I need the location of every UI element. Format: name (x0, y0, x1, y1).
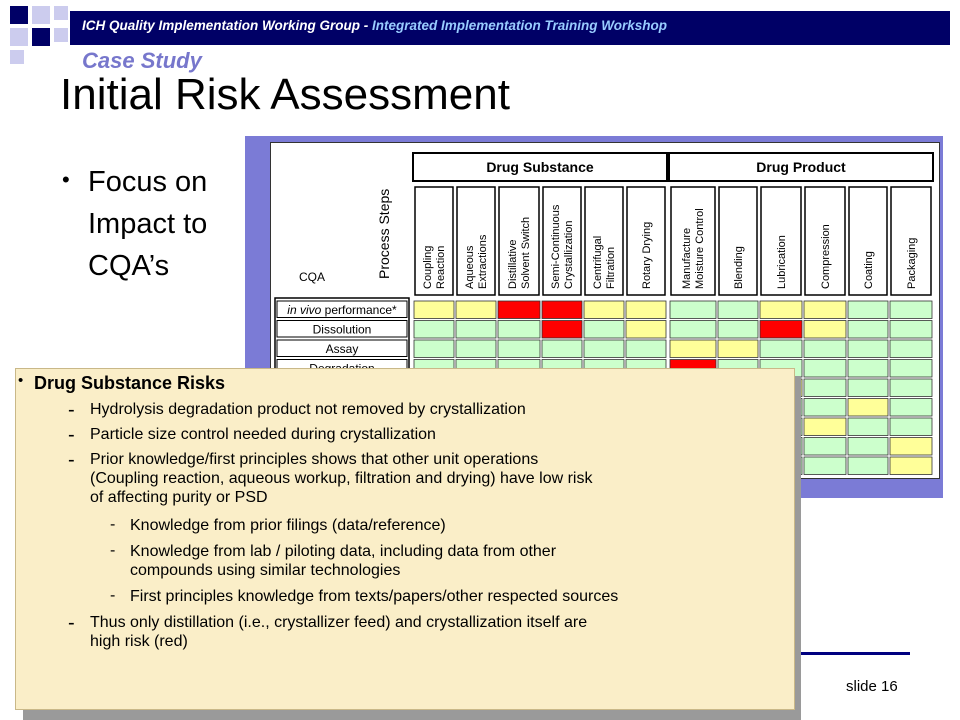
risk-callout (15, 368, 795, 710)
slide-subtitle: Case Study (82, 48, 202, 73)
risk-cell (626, 301, 666, 319)
slide-number: slide 16 (846, 678, 898, 695)
step-header-label (863, 251, 875, 289)
risk-cell (804, 321, 846, 339)
risk-cell (890, 438, 932, 456)
step-header-line: Coating (863, 251, 875, 289)
risk-cell (804, 360, 846, 378)
step-header-label (906, 238, 918, 289)
focus-line: CQA’s (88, 250, 170, 282)
risk-cell (848, 457, 888, 475)
slide-title: Initial Risk Assessment (60, 70, 510, 119)
risk-cell (804, 379, 846, 397)
risk-cell (626, 340, 666, 358)
step-header-line: Distillative (507, 239, 519, 289)
risk-cell (584, 321, 624, 339)
step-header-box (671, 187, 715, 295)
risk-cell (718, 321, 758, 339)
callout-item-cont: high risk (red) (90, 633, 188, 650)
step-header-label (733, 246, 745, 289)
step-header-box (543, 187, 581, 295)
step-header-line: Moisture Control (694, 208, 706, 289)
risk-cell (456, 301, 496, 319)
step-header-label (641, 222, 653, 289)
risk-cell (890, 340, 932, 358)
step-header-box (499, 187, 539, 295)
cqa-label: CQA (299, 270, 326, 284)
risk-cell (414, 301, 454, 319)
step-header-label (820, 224, 832, 289)
step-header-line: Filtration (605, 246, 617, 289)
risk-cell (848, 418, 888, 436)
risk-cell (890, 301, 932, 319)
risk-cell (542, 340, 582, 358)
risk-cell (498, 321, 540, 339)
risk-cell (760, 301, 802, 319)
step-header-line: Centrifugal (592, 235, 604, 289)
risk-cell (626, 321, 666, 339)
callout-item-cont: of affecting purity or PSD (90, 489, 268, 506)
step-header-line: Aqueous (464, 245, 476, 289)
risk-cell (542, 321, 582, 339)
step-header-line: Semi-Continuous (550, 204, 562, 289)
risk-cell (848, 301, 888, 319)
step-header-line: Extractions (477, 234, 489, 289)
risk-cell (760, 321, 802, 339)
step-header-line: Reaction (435, 245, 447, 289)
risk-cell (670, 301, 716, 319)
risk-cell (804, 418, 846, 436)
step-header-line: Coupling (422, 245, 434, 289)
risk-cell (584, 340, 624, 358)
header-title-accent: Integrated Implementation Training Workshop (372, 18, 668, 33)
risk-cell (498, 340, 540, 358)
risk-cell (890, 418, 932, 436)
risk-cell (890, 399, 932, 417)
risk-cell (848, 340, 888, 358)
risk-cell (414, 321, 454, 339)
step-header-box (415, 187, 453, 295)
callout-item: - Prior knowledge/first principles shows that other unit operations (68, 449, 539, 471)
group-header: Drug Product (756, 159, 846, 175)
risk-cell (414, 340, 454, 358)
step-header-line: Packaging (906, 237, 918, 289)
risk-cell (848, 360, 888, 378)
callout-item: - Particle size control needed during crystallization (68, 424, 436, 446)
risk-cell (456, 340, 496, 358)
callout-subitem: - Knowledge from lab / piloting data, including data from other (110, 542, 557, 560)
callout-subitem-cont: compounds using similar technologies (130, 562, 401, 579)
risk-cell (848, 379, 888, 397)
callout-item: - Hydrolysis degradation product not removed by crystallization (68, 399, 526, 421)
focus-line: Focus on (88, 166, 208, 198)
risk-cell (670, 321, 716, 339)
callout-item-cont: (Coupling reaction, aqueous workup, filtration and drying) have low risk (90, 470, 593, 487)
cqa-row-label: Assay (325, 342, 359, 356)
risk-cell (670, 340, 716, 358)
callout-subitem: - First principles knowledge from texts/papers/other respected sources (110, 587, 619, 605)
step-header-line: Manufacture (681, 227, 693, 289)
footer-rule (790, 652, 910, 655)
risk-cell (456, 321, 496, 339)
step-header-label (776, 235, 788, 289)
risk-cell (804, 438, 846, 456)
risk-cell (804, 399, 846, 417)
cqa-row-label: Dissolution (312, 322, 372, 337)
step-header-box (457, 187, 495, 295)
step-header-line: Crystallization (563, 220, 575, 289)
risk-cell (760, 340, 802, 358)
risk-cell (848, 438, 888, 456)
focus-line: Impact to (88, 208, 208, 240)
step-header-line: Blending (733, 246, 745, 289)
callout-item: - Thus only distillation (i.e., crystallizer feed) and crystallization itself are (68, 612, 588, 634)
risk-cell (890, 457, 932, 475)
risk-cell (890, 379, 932, 397)
risk-cell (718, 340, 758, 358)
step-header-box (585, 187, 623, 295)
callout-heading: • Drug Substance Risks (18, 372, 226, 393)
risk-cell (542, 301, 582, 319)
step-header-line: Solvent Switch (520, 216, 532, 289)
risk-cell (498, 301, 540, 319)
step-header-line: Lubrication (776, 235, 788, 289)
risk-cell (804, 301, 846, 319)
header-title: ICH Quality Implementation Working Group - Integrated Implementation Training Workshop (82, 18, 668, 33)
risk-cell (718, 301, 758, 319)
risk-cell (848, 321, 888, 339)
step-header-line: Compression (820, 224, 832, 289)
risk-cell (848, 399, 888, 417)
risk-cell (804, 457, 846, 475)
step-header-label (422, 246, 447, 289)
risk-cell (890, 321, 932, 339)
risk-cell (890, 360, 932, 378)
step-header-line: Rotary Drying (641, 221, 653, 289)
cqa-row-label: in vivo performance* (287, 303, 397, 317)
callout-subitem: - Knowledge from prior filings (data/reference) (110, 516, 446, 534)
group-header: Drug Substance (486, 159, 594, 175)
process-steps-label: Process Steps (376, 188, 392, 279)
risk-cell (804, 340, 846, 358)
risk-cell (584, 301, 624, 319)
